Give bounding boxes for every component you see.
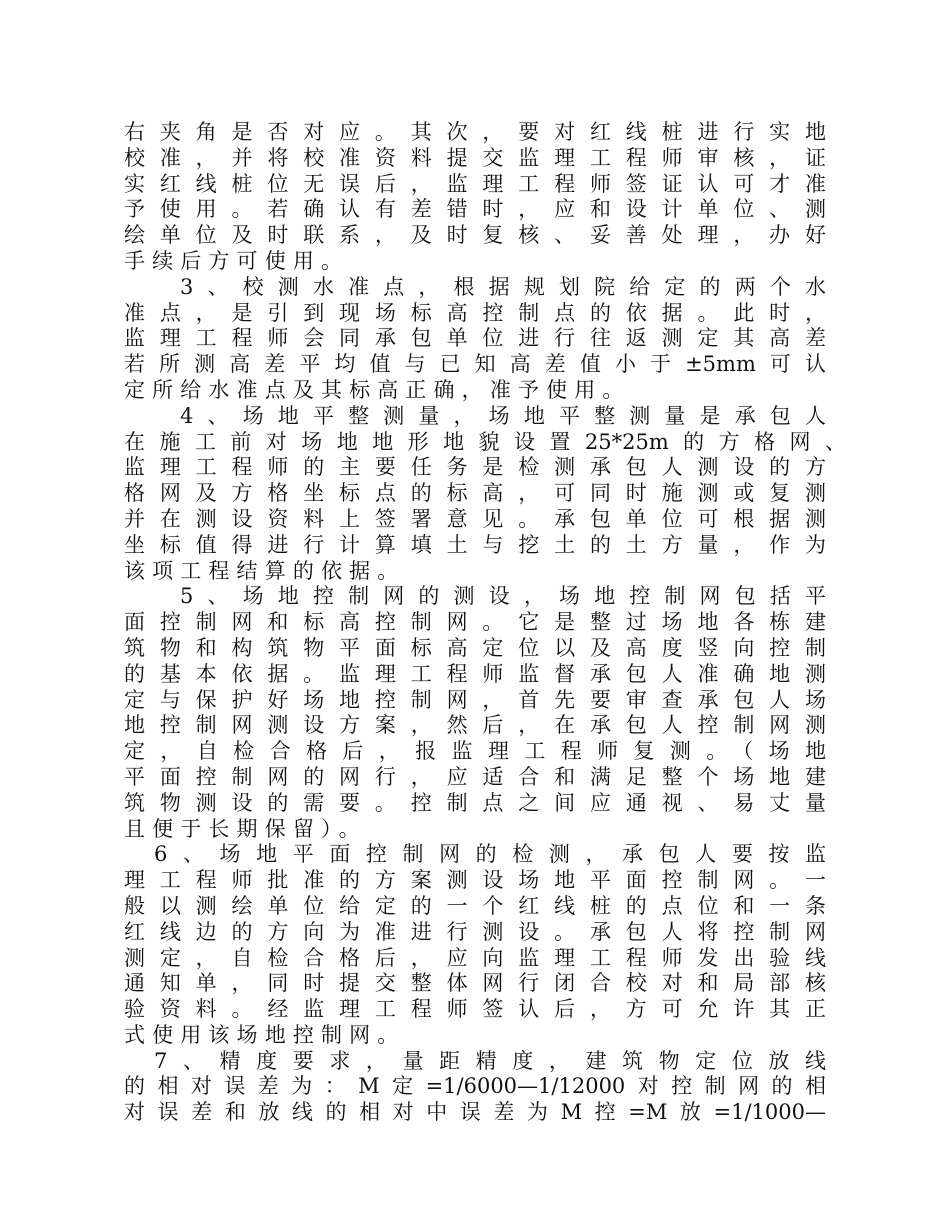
text-line: 并在测设资料上签署意见。承包单位可根据测	[124, 506, 826, 531]
text-line: 校准，并将校准资料提交监理工程师审核，证	[124, 145, 826, 170]
text-line: 理工程师批准的方案测设场地平面控制网。一	[124, 868, 826, 893]
text-line: 若所测高差平均值与已知高差值小于±5mm可认	[124, 352, 826, 377]
text-line: 式使用该场地控制网。	[124, 1022, 406, 1047]
text-line: 面控制网和标高控制网。它是整过场地各栋建	[124, 610, 826, 635]
text-line: 验资料。经监理工程师签认后，方可允许其正	[124, 997, 826, 1022]
text-line: 该项工程结算的依据。	[124, 558, 406, 583]
text-line: 监理工程师会同承包单位进行往返测定其高差	[124, 326, 826, 351]
text-line: 筑物测设的需要。控制点之间应通视、易丈量	[124, 790, 826, 815]
text-line: 的基本依据。监理工程师监督承包人准确地测	[124, 661, 826, 686]
text-line: 对误差和放线的相对中误差为M控=M放=1/1000—	[124, 1100, 826, 1125]
text-line: 在施工前对场地地形地貌设置25*25m的方格网、	[124, 429, 846, 454]
text-line: 定，自检合格后，报监理工程师复测。（场地	[124, 739, 826, 764]
text-line: 定与保护好场地控制网，首先要审查承包人场	[124, 687, 826, 712]
paragraph-5-start: 5、场地控制网的测设，场地控制网包括平	[180, 584, 826, 609]
text-line: 般以测绘单位给定的一个红线桩的点位和一条	[124, 893, 826, 918]
paragraph-6-start: 6、场地平面控制网的检测，承包人要按监	[154, 842, 826, 867]
text-line: 红线边的方向为准进行测设。承包人将控制网	[124, 919, 826, 944]
text-line: 予使用。若确认有差错时，应和设计单位、测	[124, 197, 826, 222]
text-line: 通知单，同时提交整体网行闭合校对和局部核	[124, 971, 826, 996]
text-line: 右夹角是否对应。其次，要对红线桩进行实地	[124, 120, 826, 144]
text-line: 绘单位及时联系，及时复核、妥善处理，办好	[124, 223, 826, 248]
paragraph-7-start: 7、精度要求，量距精度，建筑物定位放线	[154, 1048, 826, 1073]
text-line: 坐标值得进行计算填土与挖土的土方量，作为	[124, 532, 826, 557]
text-line: 的相对误差为：M定=1/6000—1/12000对控制网的相	[124, 1074, 826, 1099]
text-line: 筑物和构筑物平面标高定位以及高度竖向控制	[124, 635, 826, 660]
text-line: 实红线桩位无误后，监理工程师签证认可才准	[124, 171, 826, 196]
text-line: 手续后方可使用。	[124, 248, 350, 273]
text-line: 地控制网测设方案，然后，在承包人控制网测	[124, 713, 826, 738]
text-line: 监理工程师的主要任务是检测承包人测设的方	[124, 455, 826, 480]
text-line: 定所给水准点及其标高正确，准予使用。	[124, 377, 631, 402]
paragraph-3-start: 3、校测水准点，根据规划院给定的两个水	[180, 274, 826, 299]
text-line: 且便于长期保留）。	[124, 816, 367, 841]
text-line: 准点，是引到现场标高控制点的依据。此时，	[124, 300, 826, 325]
text-line: 格网及方格坐标点的标高，可同时施测或复测	[124, 481, 826, 506]
text-line: 测定，自检合格后，应向监理工程师发出验线	[124, 945, 826, 970]
text-line: 平面控制网的网行，应适合和满足整个场地建	[124, 764, 826, 789]
document-body	[124, 120, 846, 1126]
paragraph-4-start: 4、场地平整测量，场地平整测量是承包人	[180, 403, 826, 428]
